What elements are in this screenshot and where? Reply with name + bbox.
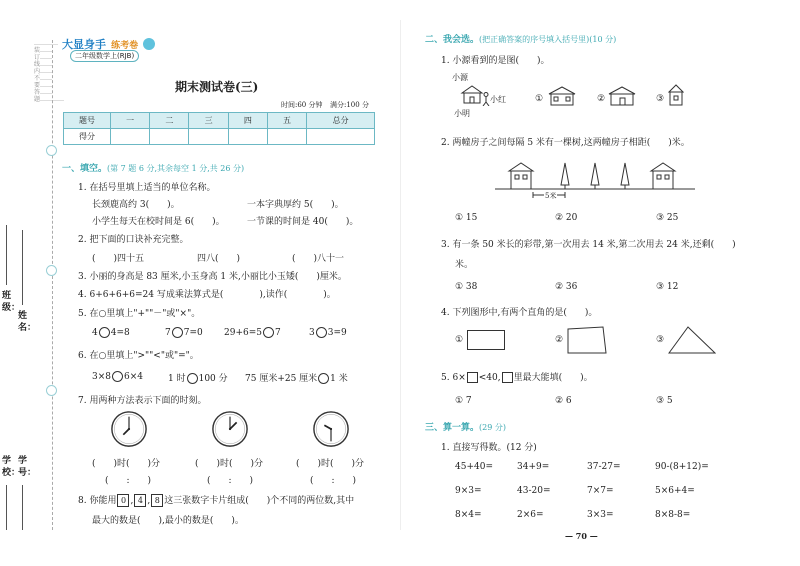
person-label: 小明	[454, 109, 470, 118]
s1-q8: 8. 你能用 0 , 4 , 8 这三张数字卡片组成( )个不同的两位数,其中	[78, 496, 355, 506]
q-text: 在○里填上">""<"或"="。	[89, 351, 199, 361]
q-text: 在○里填上"+""－"或"×"。	[89, 309, 201, 319]
calc-item[interactable]: 5×6+4=	[655, 486, 695, 496]
s2-q4-opt[interactable]: ①	[455, 335, 464, 345]
calc-item[interactable]: 8×8-8=	[655, 510, 691, 520]
score-header: 题号	[64, 113, 111, 129]
house-front-icon	[548, 86, 576, 106]
person-icon	[482, 92, 490, 106]
class-label: 班级：	[2, 291, 21, 313]
q-text: 小丽的身高是 83 厘米,小玉身高 1 米,小丽比小玉矮( )厘米。	[89, 272, 347, 282]
s1-q6-item	[92, 371, 143, 382]
binding-line	[52, 40, 53, 530]
answer-circle[interactable]	[187, 373, 198, 384]
s2-q1-opt[interactable]: ①	[535, 94, 544, 104]
expr-part: 1 时	[168, 374, 186, 384]
q-num: 6.	[78, 351, 87, 361]
q-num: 3.	[441, 240, 450, 250]
score-cell[interactable]	[150, 129, 189, 145]
binding-hole	[46, 145, 57, 156]
s2-q4-opt[interactable]: ②	[555, 335, 564, 345]
answer-circle[interactable]	[316, 327, 327, 338]
s3-q1	[441, 440, 537, 453]
section2-heading: 二、我会选。	[425, 35, 480, 45]
q-text: 用两种方法表示下面的时刻。	[89, 396, 207, 406]
blank-box[interactable]	[502, 372, 513, 383]
exam-title: 期末测试卷(三)	[175, 80, 259, 94]
q-text: 在括号里填上适当的单位名称。	[89, 183, 216, 193]
score-cell[interactable]	[307, 129, 375, 145]
mascot-icon	[143, 38, 155, 50]
s2-q2-opt[interactable]: ③ 25	[656, 213, 679, 223]
clock-answer-3[interactable]: ( )时( )分	[296, 459, 365, 469]
calc-item[interactable]: 2×6=	[517, 510, 544, 520]
section2-note: (把正确答案的序号填入括号里)(10 分)	[479, 35, 617, 44]
score-header: 五	[267, 113, 306, 129]
s1-q5	[78, 306, 200, 319]
distance-label: 5米	[545, 192, 557, 200]
answer-circle[interactable]	[263, 327, 274, 338]
s1-q2-item: ( )八十一	[292, 254, 345, 264]
rectangle-shape	[467, 330, 505, 350]
s1-q2	[78, 232, 188, 245]
calc-item[interactable]: 8×4=	[455, 510, 482, 520]
number-card: 0	[117, 494, 129, 507]
clock-icon	[312, 410, 350, 448]
binding-vertical-text: …………装……订……线……内……不……要……答……题…………	[34, 40, 65, 103]
clock-answer-2[interactable]: ( )时( )分	[195, 459, 264, 469]
s1-q3	[78, 269, 347, 282]
s2-q3	[441, 237, 736, 250]
page-number: — 70 —	[565, 531, 598, 541]
calc-item[interactable]: 43-20=	[517, 486, 551, 496]
q-text: 这三张数字卡片组成( )个不同的两位数,其中	[164, 496, 355, 506]
score-cell[interactable]	[267, 129, 306, 145]
s1-q7	[78, 393, 206, 406]
score-table	[63, 112, 375, 145]
id-blank[interactable]	[22, 485, 23, 530]
s2-q3-opt[interactable]: ① 38	[455, 282, 478, 292]
expr-part: 7	[275, 328, 281, 338]
clock-answer-4[interactable]: ( : )	[105, 476, 152, 486]
expr-part: 3×8	[92, 372, 111, 382]
section1-title	[62, 161, 244, 174]
section1-note: (第 7 题 6 分,其余每空 1 分,共 26 分)	[107, 164, 245, 173]
s2-q2-opt[interactable]: ① 15	[455, 213, 478, 223]
s1-q2-item: ( )四十五	[92, 254, 145, 264]
s1-q5-item	[92, 327, 130, 338]
score-header: 一	[111, 113, 150, 129]
s1-q5-item	[224, 327, 281, 338]
q-text: 6+6+6+6=24 写成乘法算式是( ),读作( )。	[89, 290, 336, 300]
q-text: 两幢房子之间每隔 5 米有一棵树,这两幢房子相距( )米。	[452, 138, 690, 148]
expr-part: 3	[309, 328, 315, 338]
q-text: 你能用	[89, 496, 117, 506]
calc-item[interactable]: 3×3=	[587, 510, 614, 520]
score-header: 三	[189, 113, 228, 129]
q-num: 1.	[78, 183, 87, 193]
score-header: 二	[150, 113, 189, 129]
trapezoid-shape	[567, 326, 607, 354]
s2-q2-opt[interactable]: ② 20	[555, 213, 578, 223]
school-blank[interactable]	[6, 485, 7, 530]
score-header: 总分	[307, 113, 375, 129]
s1-q2-item: 四八( )	[197, 254, 241, 264]
house-narrow-icon	[668, 84, 684, 106]
clock-answer-1[interactable]: ( )时( )分	[92, 459, 161, 469]
s2-q1-opt[interactable]: ②	[597, 94, 606, 104]
clock-icon	[110, 410, 148, 448]
name-label: 姓名：	[18, 311, 37, 333]
brand-title: 大显身手	[62, 38, 106, 51]
s2-q4-opt[interactable]: ③	[656, 335, 665, 345]
q-num: 3.	[78, 272, 87, 282]
s2-q1-opt[interactable]: ③	[656, 94, 665, 104]
answer-circle[interactable]	[112, 371, 123, 382]
blank-box[interactable]	[467, 372, 478, 383]
exam-full-score: 满分:100 分	[330, 101, 369, 109]
s1-q6-item	[168, 371, 228, 384]
expr-part: 3=9	[327, 328, 347, 338]
q-text: 下列图形中,有两个直角的是( )。	[452, 308, 598, 318]
q-num: 8.	[78, 496, 87, 506]
s1-q8-line2: 最大的数是( ),最小的数是( )。	[92, 516, 244, 526]
binding-hole	[46, 265, 57, 276]
houses-trees-figure	[495, 155, 695, 203]
binding-hole	[46, 385, 57, 396]
id-label: 学号：	[18, 456, 37, 478]
section3-note: (29 分)	[479, 423, 506, 432]
view-figure	[452, 72, 512, 120]
answer-circle[interactable]	[99, 327, 110, 338]
clock-icon	[211, 410, 249, 448]
score-row-label: 得分	[64, 129, 111, 145]
q-num: 7.	[78, 396, 87, 406]
q-num: 5.	[78, 309, 87, 319]
calc-item[interactable]: 45+40=	[455, 462, 493, 472]
score-cell[interactable]	[228, 129, 267, 145]
s2-q1	[441, 53, 550, 66]
q-text: 把下面的口诀补充完整。	[89, 235, 189, 245]
s1-q1	[78, 180, 215, 193]
calc-item[interactable]: 90-(8+12)=	[655, 462, 709, 472]
name-blank[interactable]	[22, 230, 23, 305]
expr-part: 6×4	[124, 372, 143, 382]
person-label: 小源	[452, 73, 468, 82]
answer-circle[interactable]	[172, 327, 183, 338]
s1-q6-item	[245, 371, 348, 384]
section3-heading: 三、算一算。	[425, 423, 480, 433]
s2-q3-line2: 米。	[455, 260, 474, 270]
number-card: 4	[134, 494, 146, 507]
s1-q1-b: 一本字典厚约 5( )。	[247, 200, 344, 210]
person-label: 小红	[490, 95, 506, 104]
s2-q5-opt[interactable]: ① 7	[455, 396, 472, 406]
s1-q5-item	[309, 327, 347, 338]
s2-q5-opt[interactable]: ③ 5	[656, 396, 673, 406]
expr-part: 100 分	[198, 374, 228, 384]
expr-part: 75 厘米+25 厘米	[245, 374, 318, 384]
score-header: 四	[228, 113, 267, 129]
calc-item[interactable]: 37-27=	[587, 462, 621, 472]
s1-q1-a: 长颈鹿高约 3( )。	[92, 200, 180, 210]
s1-q1-d: 一节课的时间是 40( )。	[247, 217, 359, 227]
school-label: 学校：	[2, 456, 21, 478]
expr-part: 7=0	[183, 328, 203, 338]
s2-q3-opt[interactable]: ② 36	[555, 282, 578, 292]
triangle-shape	[668, 326, 716, 354]
clock-answer-6[interactable]: ( : )	[310, 476, 357, 486]
section3-title	[425, 420, 506, 433]
calc-item[interactable]: 9×3=	[455, 486, 482, 496]
binding-margin	[0, 0, 65, 566]
q-num: 5.	[441, 373, 450, 383]
grade-badge: 二年级数学上(RJB)	[70, 50, 139, 62]
q-num: 2.	[441, 138, 450, 148]
number-card: 8	[151, 494, 163, 507]
answer-circle[interactable]	[318, 373, 329, 384]
q-text: 有一条 50 米长的彩带,第一次用去 14 米,第二次用去 24 米,还剩( )	[452, 240, 736, 250]
q-text: 小源看到的是图( )。	[452, 56, 550, 66]
s2-q5-opt[interactable]: ② 6	[555, 396, 572, 406]
brand-subtitle: 练考卷	[111, 41, 139, 51]
expr-part: 29+6=5	[224, 328, 262, 338]
s2-q5	[441, 370, 593, 383]
house-icon	[460, 84, 484, 104]
q-text: 6×	[452, 373, 466, 383]
q-num: 4.	[78, 290, 87, 300]
q-num: 1.	[441, 56, 450, 66]
page-divider	[400, 20, 401, 530]
q-text: <40,	[478, 373, 501, 383]
class-blank[interactable]	[6, 225, 7, 285]
s1-q4	[78, 287, 336, 300]
expr-part: 4=8	[110, 328, 130, 338]
score-cell[interactable]	[189, 129, 228, 145]
s2-q2	[441, 135, 690, 148]
s2-q3-opt[interactable]: ③ 12	[656, 282, 679, 292]
house-side-icon	[608, 86, 636, 106]
q-text: 直接写得数。(12 分)	[452, 443, 537, 453]
calc-item[interactable]: 34+9=	[517, 462, 550, 472]
expr-part: 4	[92, 328, 98, 338]
q-text: 里最大能填( )。	[513, 373, 593, 383]
s1-q1-c: 小学生每天在校时间是 6( )。	[92, 217, 225, 227]
section2-title	[425, 32, 616, 45]
clock-answer-5[interactable]: ( : )	[207, 476, 254, 486]
expr-part: 7	[165, 328, 171, 338]
s1-q6	[78, 348, 199, 361]
s1-q5-item	[165, 327, 203, 338]
calc-item[interactable]: 7×7=	[587, 486, 614, 496]
expr-part: 1 米	[330, 374, 348, 384]
q-num: 4.	[441, 308, 450, 318]
q-num: 2.	[78, 235, 87, 245]
exam-time: 时间:60 分钟	[281, 101, 323, 109]
section1-heading: 一、填空。	[62, 164, 108, 174]
q-num: 1.	[441, 443, 450, 453]
s2-q4	[441, 305, 597, 318]
score-cell[interactable]	[111, 129, 150, 145]
